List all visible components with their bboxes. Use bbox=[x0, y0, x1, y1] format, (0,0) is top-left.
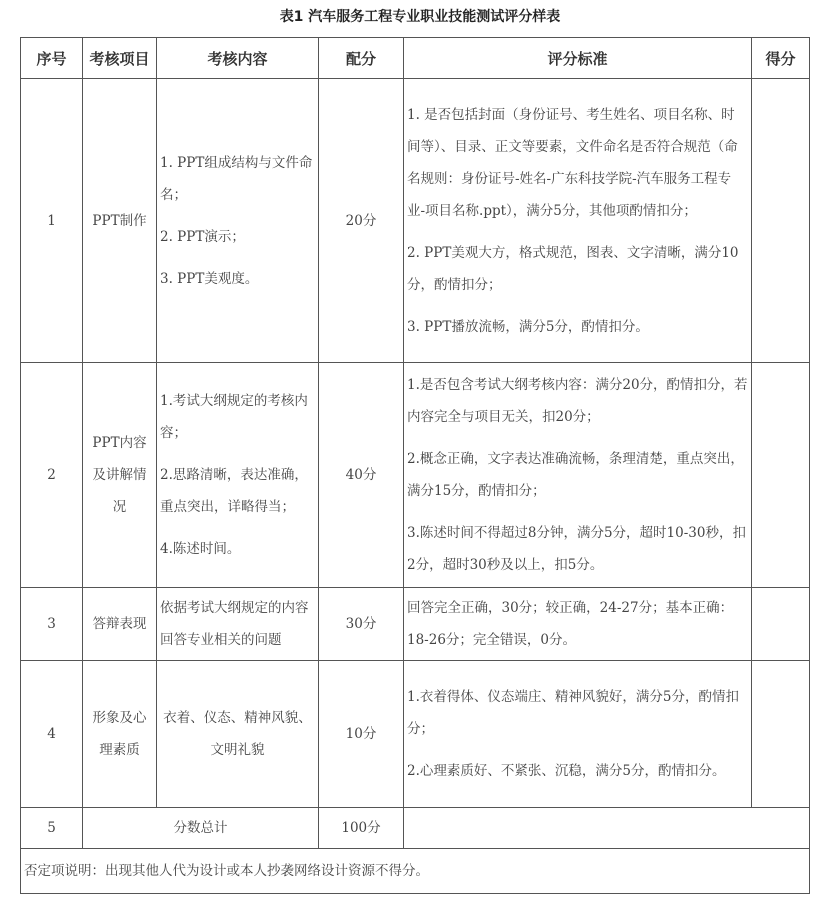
total-row bbox=[21, 808, 810, 849]
header-content: 考核内容 bbox=[157, 38, 319, 79]
header-points: 得分 bbox=[752, 38, 810, 79]
row-content bbox=[157, 588, 319, 661]
row-score: 20分 bbox=[319, 79, 404, 363]
header-no: 序号 bbox=[21, 38, 83, 79]
header-score: 配分 bbox=[319, 38, 404, 79]
criteria-line: 1.是否包含考试大纲考核内容：满分20分，酌情扣分，若内容完全与项目无关，扣20分； bbox=[407, 377, 748, 425]
table-row bbox=[21, 661, 810, 808]
table-row bbox=[21, 588, 810, 661]
content-line: 依据考试大纲规定的内容回答专业相关的问题 bbox=[160, 600, 309, 648]
scoring-table bbox=[20, 37, 810, 894]
row-criteria bbox=[404, 661, 752, 808]
row-content bbox=[157, 363, 319, 588]
content-line: 1.考试大纲规定的考核内容； bbox=[160, 393, 308, 441]
criteria-line: 2. PPT美观大方，格式规范，图表、文字清晰，满分10分，酌情扣分； bbox=[407, 244, 739, 293]
total-score: 100分 bbox=[319, 808, 404, 849]
row-no: 3 bbox=[21, 588, 83, 661]
total-criteria bbox=[404, 808, 810, 849]
table-row bbox=[21, 79, 810, 363]
header-row bbox=[21, 38, 810, 79]
row-points bbox=[752, 79, 810, 363]
row-content bbox=[157, 79, 319, 363]
content-line: 衣着、仪态、精神风貌、文明礼貌 bbox=[163, 710, 312, 758]
row-score: 10分 bbox=[319, 661, 404, 808]
criteria-line: 3. PPT播放流畅，满分5分，酌情扣分。 bbox=[407, 318, 649, 335]
row-criteria bbox=[404, 588, 752, 661]
content-line: 3. PPT美观度。 bbox=[160, 270, 259, 287]
criteria-line: 2.概念正确，文字表达准确流畅，条理清楚，重点突出，满分15分，酌情扣分； bbox=[407, 451, 744, 499]
criteria-line: 2.心理素质好、不紧张、沉稳，满分5分，酌情扣分。 bbox=[407, 763, 726, 779]
row-criteria bbox=[404, 79, 752, 363]
row-item: 答辩表现 bbox=[83, 588, 157, 661]
row-points bbox=[752, 661, 810, 808]
row-no: 2 bbox=[21, 363, 83, 588]
note-row bbox=[21, 849, 810, 894]
total-label: 分数总计 bbox=[83, 808, 319, 849]
row-content bbox=[157, 661, 319, 808]
content-line: 2.思路清晰，表达准确，重点突出，详略得当； bbox=[160, 467, 308, 515]
content-line: 1. PPT组成结构与文件命名； bbox=[160, 154, 313, 203]
row-score: 40分 bbox=[319, 363, 404, 588]
row-no: 4 bbox=[21, 661, 83, 808]
row-score: 30分 bbox=[319, 588, 404, 661]
criteria-line: 1.衣着得体、仪态端庄、精神风貌好，满分5分，酌情扣分； bbox=[407, 689, 739, 737]
row-no: 1 bbox=[21, 79, 83, 363]
row-item: PPT内容及讲解情况 bbox=[83, 363, 157, 588]
criteria-line: 1. 是否包括封面（身份证号、考生姓名、项目名称、时间等）、目录、正文等要素，文件命名是否符合规范（命名规则：身份证号-姓名-广东科技学院-汽车服务工程专业-项目名称.ppt），满分5分，其他项酌情扣分； bbox=[407, 106, 738, 219]
total-no: 5 bbox=[21, 808, 83, 849]
header-item: 考核项目 bbox=[83, 38, 157, 79]
criteria-line: 3.陈述时间不得超过8分钟，满分5分，超时10-30秒，扣2分，超时30秒及以上，扣5分。 bbox=[407, 525, 746, 573]
row-item: 形象及心理素质 bbox=[83, 661, 157, 808]
note-text: 否定项说明：出现其他人代为设计或本人抄袭网络设计资源不得分。 bbox=[21, 849, 810, 894]
table-row bbox=[21, 363, 810, 588]
row-item: PPT制作 bbox=[83, 79, 157, 363]
row-points bbox=[752, 363, 810, 588]
header-criteria: 评分标准 bbox=[404, 38, 752, 79]
row-criteria bbox=[404, 363, 752, 588]
criteria-line: 回答完全正确，30分；较正确，24-27分；基本正确：18-26分；完全错误，0分。 bbox=[407, 600, 734, 648]
content-line: 4.陈述时间。 bbox=[160, 541, 241, 557]
row-points bbox=[752, 588, 810, 661]
table-title: 表1 汽车服务工程专业职业技能测试评分样表 bbox=[279, 9, 561, 25]
content-line: 2. PPT演示； bbox=[160, 228, 245, 245]
